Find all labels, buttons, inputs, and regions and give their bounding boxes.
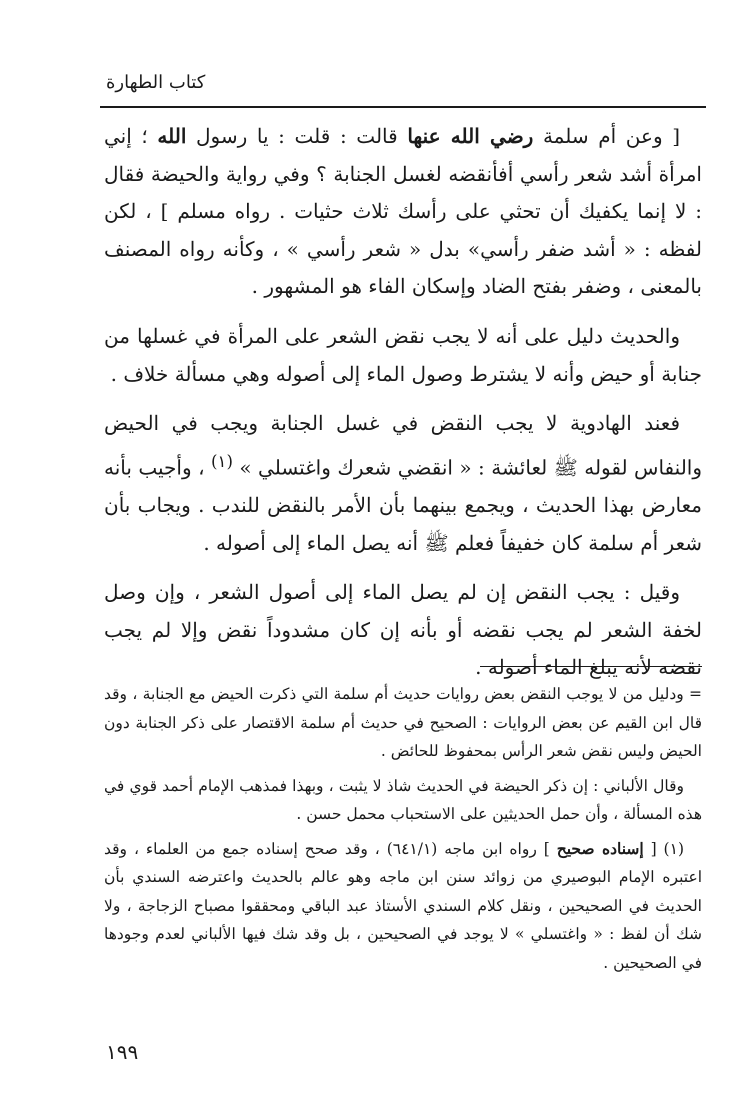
text-segment: ؛ إني امرأة أشد شعر رأسي أفأنقضه لغسل الجنابة ؟ وفي رواية والحيضة فقال : لا إنما يكفيك أن تحثي على رأسك ثلاث حثيات . رواه مسلم ] ، لكن لفظه : « أشد ضفر رأسي» بدل « شعر رأسي » ، وكأنه رواه المصنف بالمعنى ، وضفر بفتح الضاد وإسكان الفاء هو المشهور . [104, 124, 702, 299]
header-divider [100, 106, 706, 108]
divine-name-bold: الله [157, 124, 187, 148]
running-header-title: كتاب الطهارة [106, 72, 206, 93]
text-segment: ] رواه ابن ماجه (٦٤١/١) ، وقد صحح إسناده جمع من العلماء ، وقد اعتبره الإمام البوصيري من زوائد سنن ابن ماجه وهو عالم بالحديث واعترضه السندي بأن الحديث في الصحيحين ، ونقل كلام السندي الأستاذ عبد الباقي ومحققوا مصباح الزجاجة ، ولا شك أن لفظ : « واغتسلي » لا يوجد في الصحيحين ، بل وقد شك فيها الألباني لعدم وجودها في الصحيحين . [104, 839, 702, 972]
main-text [104, 118, 702, 699]
grading-bold: إسناده صحيح [556, 838, 644, 858]
paragraph-commentary: والحديث دليل على أنه لا يجب نقض الشعر على المرأة في غسلها من جنابة أو حيض وأنه لا يشترط وصول الماء إلى أصوله وهي مسألة خلاف . [104, 323, 702, 386]
paragraph-hadawiyya [104, 405, 702, 562]
footnote-reference[interactable]: (١) [210, 451, 233, 471]
footnote-albani: وقال الألباني : إن ذكر الحيضة في الحديث شاذ لا يثبت ، وبهذا فمذهب الإمام أحمد قوي في هذه المسألة ، وأن حمل الحديثين على الاستحباب محمل حسن . [104, 776, 702, 823]
page-number: ١٩٩ [106, 1040, 139, 1064]
honorific-bold: رضي الله عنها [407, 124, 534, 148]
text-segment: ، وأجيب بأنه معارض بهذا الحديث ، ويجمع بينهما بأن الأمر بالنقض للندب . ويجاب بأن شعر أم سلمة كان خفيفاً فعلم ﷺ أنه يصل الماء إلى أصوله . [104, 455, 702, 555]
footnote-continuation: = ودليل من لا يوجب النقض بعض روايات حديث أم سلمة التي ذكرت الحيض مع الجنابة ، وقد قال ابن القيم عن بعض الروايات : الصحيح في حديث أم سلمة الاقتصار على ذكر الجنابة دون الحيض وليس نقض شعر الرأس بمحفوظ للحائض . [104, 685, 702, 760]
footnotes-section [104, 680, 702, 983]
paragraph-hadith [104, 118, 702, 306]
text-segment: [ وعن أم سلمة [533, 124, 681, 148]
text-segment: قالت : قلت : يا رسول [186, 124, 408, 148]
text-segment: (١) [ [643, 839, 684, 858]
footnote-divider [480, 666, 702, 667]
footnote-1 [104, 835, 702, 978]
text-segment: فعند الهادوية لا يجب النقض في غسل الجنابة ويجب في الحيض والنفاس لقوله ﷺ لعائشة : « انقضي شعرك واغتسلي » [104, 411, 703, 480]
paragraph-opinion: وقيل : يجب النقض إن لم يصل الماء إلى أصول الشعر ، وإن وصل لخفة الشعر لم يجب نقضه أو بأنه إن كان مشدوداً نقض وإلا لم يجب نقضه لأنه يبلغ الماء أصوله . [104, 580, 702, 680]
